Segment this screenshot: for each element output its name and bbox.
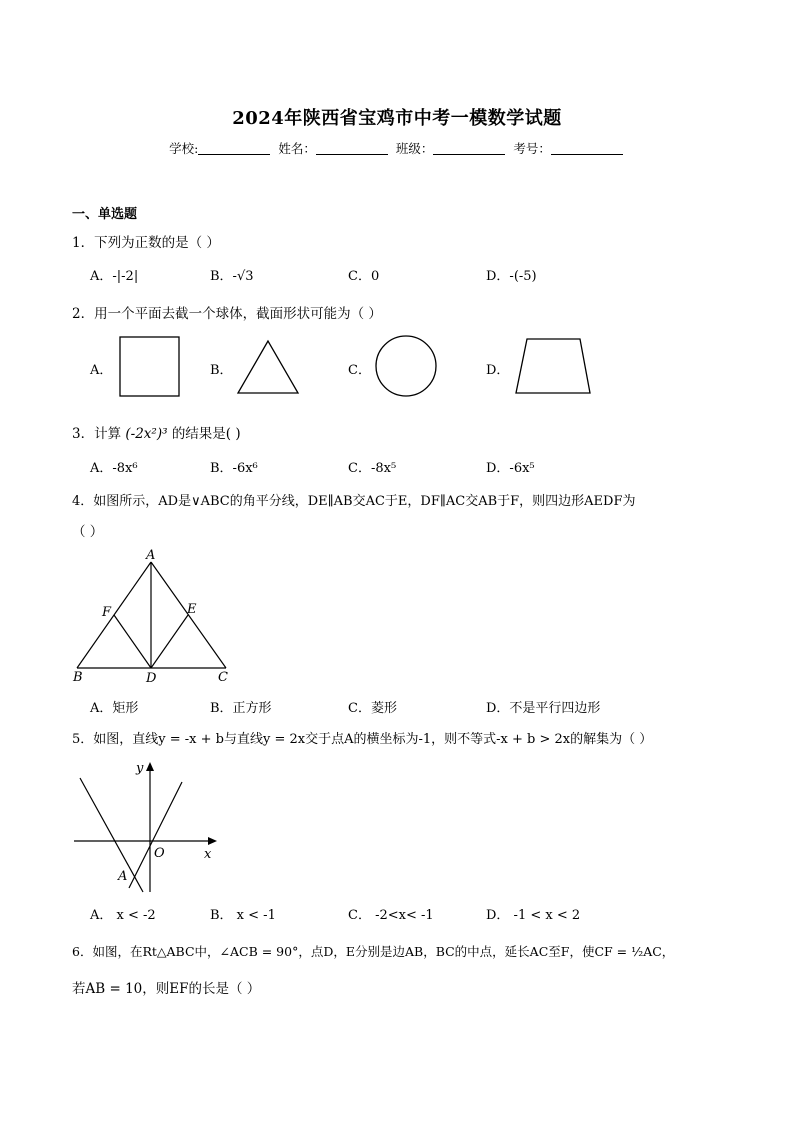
q6-stem-2: 若AB = 10，则EF的长是（ ）: [72, 981, 261, 997]
q3-option-d: D．-6x⁵: [486, 461, 535, 476]
q1-option-b: B．-√3: [210, 269, 254, 284]
q4-stem-2: （ ）: [72, 524, 104, 540]
q5-option-d: D． -1 < x < 2: [486, 908, 581, 923]
class-label: 班级：: [395, 141, 434, 156]
q4-option-b: B．正方形: [210, 701, 272, 716]
point-a-label: A: [146, 548, 156, 563]
q3-option-b: B．-6x⁶: [210, 461, 258, 476]
q2-label-d: D．: [486, 363, 510, 378]
origin-label: O: [154, 846, 165, 861]
point-e-label: E: [187, 602, 197, 617]
x-axis-arrow: [208, 837, 217, 845]
x-axis-label: x: [204, 847, 212, 862]
q5-stem: 5．如图，直线y = -x + b与直线y = 2x交于点A的横坐标为-1，则不等式-x + b > 2x的解集为（ ）: [72, 732, 653, 747]
line-neg-x-plus-b: [80, 778, 143, 892]
q5-option-a: A． x < -2: [90, 908, 156, 923]
q2-stem: 2．用一个平面去截一个球体，截面形状可能为（ ）: [72, 306, 382, 322]
q3-stem-a: 3．计算: [72, 426, 122, 442]
q4-option-c: C．菱形: [348, 701, 397, 716]
q3-option-c: C．-8x⁵: [348, 461, 397, 476]
q4-option-d: D．不是平行四边形: [486, 701, 601, 716]
q1-stem: 1．下列为正数的是（ ）: [72, 235, 220, 251]
y-axis-arrow: [146, 762, 154, 771]
q3-stem-b: 的结果是( ): [171, 426, 241, 442]
q3-expression: (-2x²)³: [125, 426, 168, 442]
q6-stem: 6．如图，在Rt△ABC中，∠ACB = 90°，点D，E分别是边AB，BC的中点，延长AC至F，使CF = ½AC，: [72, 944, 675, 959]
point-c-label: C: [218, 670, 228, 685]
q4-option-a: A．矩形: [90, 701, 139, 716]
section-heading: 一、单选题: [72, 207, 138, 222]
q2-label-a: A．: [90, 363, 113, 378]
q4-stem: 4．如图所示，AD是∨ABC的角平分线，DE∥AB交AC于E，DF∥AC交AB于F，则四边形AEDF为: [72, 494, 636, 509]
point-d-label: D: [146, 671, 157, 686]
line-2x: [129, 782, 182, 888]
q5-option-c: C． -2<x< -1: [348, 908, 434, 923]
school-label: 学校:: [169, 141, 199, 156]
y-axis-label: y: [136, 761, 144, 776]
point-b-label: B: [73, 670, 83, 685]
page-title: 2024年陕西省宝鸡市中考一模数学试题: [232, 108, 562, 129]
name-label: 姓名：: [278, 141, 316, 156]
q1-option-c: C．0: [348, 269, 380, 284]
q2-label-b: B．: [210, 363, 233, 378]
number-label: 考号：: [513, 141, 551, 156]
q5-option-b: B． x < -1: [210, 908, 276, 923]
q1-option-a: A．-|-2|: [90, 269, 139, 284]
q1-option-d: D．-(-5): [486, 269, 537, 284]
point-a-label: A: [118, 869, 128, 884]
q2-label-c: C．: [348, 363, 371, 378]
q3-option-a: A．-8x⁶: [90, 461, 138, 476]
point-f-label: F: [102, 605, 112, 620]
